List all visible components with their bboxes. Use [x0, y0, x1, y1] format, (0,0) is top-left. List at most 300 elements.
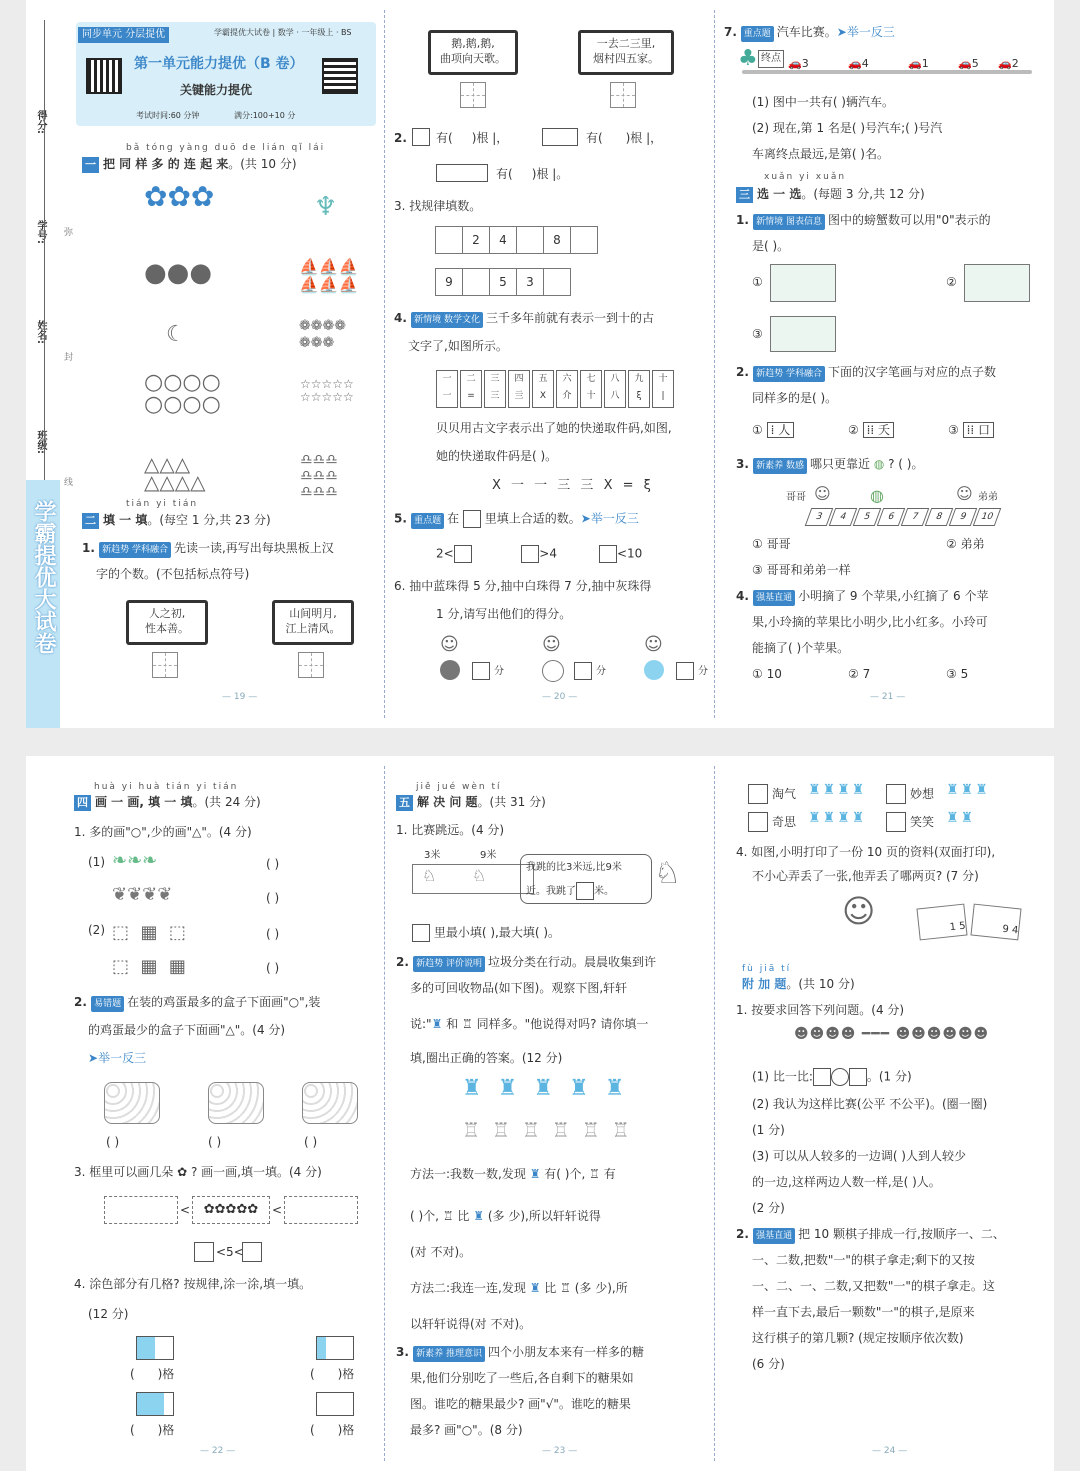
- answer-grid-1[interactable]: [152, 652, 178, 678]
- sec5-pinyin: jiě jué wèn tí: [416, 782, 502, 792]
- page-20: [392, 0, 712, 728]
- page-number: — 22 —: [200, 1446, 236, 1456]
- balloons-icon[interactable]: ○○○○ ○○○○: [144, 370, 221, 417]
- bottle-icon: ♜: [529, 1281, 541, 1295]
- q1-text: 1. 多的画"○",少的画"△"。(4 分): [74, 825, 252, 839]
- q1-part2-label: (2): [88, 923, 105, 937]
- opt-2[interactable]: ②: [946, 275, 957, 289]
- q1-adjust-2: 的一边,这样两边人数一样,是( )人。: [752, 1175, 941, 1189]
- sec4-num: 四: [74, 795, 91, 811]
- q5-line: 5. 重点题 在 里填上合适的数。➤举一反三: [394, 510, 639, 529]
- q3-text: 3. 框里可以画几朵 ✿ ? 画一画,填一填。(4 分): [74, 1165, 322, 1179]
- less-than: <: [272, 1203, 283, 1217]
- q1-text-1: 先读一读,再写出每块黑板上汉: [173, 541, 334, 555]
- q4-line2: (12 分): [88, 1307, 129, 1321]
- numeral-4: 四 亖: [508, 370, 530, 408]
- sequence-row-1: [436, 226, 598, 254]
- milk-icon: ♖: [462, 1017, 473, 1031]
- q4-tag: 新情境 数学文化: [411, 312, 483, 328]
- banana-icon[interactable]: ☾: [166, 322, 186, 347]
- q7-sub3: 车离终点最远,是第( )名。: [752, 147, 889, 161]
- cake-icon: ◍: [873, 457, 885, 471]
- q1-fill: 里最小填( ),最大填( )。: [412, 924, 560, 942]
- compare-circle[interactable]: [831, 1068, 849, 1086]
- q2-part1: [436, 130, 508, 146]
- inequality: <5<: [216, 1245, 244, 1259]
- kid-checkbox-1[interactable]: [748, 784, 768, 804]
- answer-box[interactable]: [521, 545, 539, 563]
- page-number: — 19 —: [222, 692, 258, 702]
- car-5: 🚗5: [958, 57, 979, 70]
- bottle-icon: ♜: [473, 1209, 485, 1223]
- q6-line1: 6. 抽中蓝珠得 5 分,抽中白珠得 7 分,抽中灰珠得: [394, 579, 652, 593]
- egg-box-2: [208, 1082, 264, 1124]
- milk-icon: ♖: [589, 1167, 600, 1181]
- bonus-points: 。(共 10 分): [786, 977, 855, 991]
- ineq-box-2[interactable]: [242, 1242, 262, 1262]
- s4-tag: 强基直通: [753, 590, 795, 606]
- score-box-1[interactable]: [472, 662, 490, 680]
- bonus-q2-tag: 强基直通: [753, 1228, 795, 1244]
- top-spread: [26, 0, 1054, 728]
- sec5-heading: [396, 794, 546, 811]
- s2-opt3[interactable]: ③ ⁞⁞ 口: [948, 422, 994, 438]
- sec1-pinyin: bǎ tóng yàng duō de lián qǐ lái: [126, 143, 326, 153]
- s3-text2: ? ( )。: [888, 457, 924, 471]
- bonus-title: 附 加 题: [742, 977, 787, 991]
- blue-bead-icon: [644, 660, 664, 680]
- bonus-q1: 1. 按要求回答下列问题。(4 分): [736, 1003, 905, 1017]
- car-4: 🚗4: [848, 57, 869, 70]
- number-cell: 4: [829, 508, 858, 526]
- gege-label: 哥哥: [786, 492, 806, 503]
- flower-frame-2[interactable]: [284, 1196, 358, 1224]
- egg-box-3: [302, 1082, 358, 1124]
- q3-line1: 3. 新素养 推理意识 四个小朋友本来有一样多的糖: [396, 1344, 644, 1362]
- q7-sub1: (1) 图中一共有( )辆汽车。: [752, 95, 894, 109]
- sec3-heading: [736, 186, 925, 203]
- ineq-box-1[interactable]: [194, 1242, 214, 1262]
- answer-box[interactable]: [599, 545, 617, 563]
- s2-line1: 2. 新趋势 学科融合 下面的汉字笔画与对应的点子数: [736, 364, 996, 382]
- sec2-points: 。(每空 1 分,共 23 分): [147, 513, 271, 527]
- s4-text-1: 小明摘了 9 个苹果,小红摘了 6 个苹: [798, 589, 989, 603]
- number-cell: 9: [949, 508, 978, 526]
- number-cell: 7: [901, 508, 930, 526]
- s2-line2: 同样多的是( )。: [752, 391, 838, 405]
- speech-line1: 我跳的比3米远,比9米: [526, 862, 622, 873]
- board2-line1: 山间明月,: [289, 607, 337, 620]
- grid-shaded-1: [136, 1336, 174, 1360]
- answer-paren[interactable]: ( ): [266, 857, 280, 871]
- numeral-2: 二 =: [460, 370, 482, 408]
- cell-count-label: ( )格: [310, 1423, 355, 1437]
- s1-line1: 1. 新情境 图表信息 图中的螃蟹数可以用"0"表示的: [736, 212, 991, 230]
- egg-box-1: [104, 1082, 160, 1124]
- younger-brother-icon: ☺: [956, 484, 973, 503]
- answer-paren[interactable]: ( ): [266, 927, 280, 941]
- finish-sign: 终点: [758, 50, 784, 68]
- number-cell: 5: [853, 508, 882, 526]
- s2-opt2[interactable]: ② ⁞⁞ 夭: [848, 422, 894, 438]
- sec1-heading: [82, 156, 297, 173]
- q4-line4: 她的快递取件码是( )。: [436, 449, 558, 463]
- q2-line4: 填,圈出正确的答案。(12 分): [410, 1051, 563, 1065]
- cell[interactable]: [462, 268, 490, 296]
- bonus-q2-pts: (6 分): [752, 1357, 785, 1371]
- exam-score: 满分:100+10 分: [234, 111, 296, 120]
- mark-9m: 9米: [480, 850, 497, 861]
- bonus-q2-line4: 样一直下去,最后一颗数"一"的棋子,是原来: [752, 1305, 975, 1319]
- boy-printer-icon: ☺: [842, 892, 876, 930]
- sec2-pinyin: tián yi tián: [126, 499, 199, 509]
- didi-label: 弟弟: [978, 492, 998, 503]
- car-1: 🚗1: [908, 57, 929, 70]
- qr-code-left[interactable]: [86, 58, 122, 94]
- kid-label-1: 淘气: [772, 787, 797, 801]
- peppers-icon: ❧❧❧: [112, 850, 158, 871]
- answer-paren[interactable]: ( ): [208, 1135, 222, 1149]
- less-than: <: [180, 1203, 191, 1217]
- sec3-title: 选 一 选: [757, 187, 802, 201]
- seal-char-3: 线: [64, 478, 74, 488]
- watermelon-icon[interactable]: △△△ △△△△: [144, 452, 206, 494]
- q1-text: 1. 比赛跳远。(4 分): [396, 823, 505, 837]
- car-3: 🚗3: [788, 57, 809, 70]
- speech-answer-box[interactable]: [576, 882, 594, 900]
- q1-adjust-pts: (2 分): [752, 1201, 785, 1215]
- page-21: [722, 0, 1044, 728]
- gray-bead-icon: [440, 660, 460, 680]
- q2-text-1: 垃圾分类在行动。晨晨收集到许: [487, 955, 656, 969]
- q7-text: 汽车比赛。: [776, 25, 837, 39]
- q5-text: 在: [447, 511, 460, 526]
- s3-text: 哪只更靠近: [809, 457, 870, 471]
- q2-t3: 有(: [586, 131, 603, 145]
- q3-text-1: 四个小朋友本来有一样多的糖: [487, 1345, 644, 1359]
- q2-line1: 2. 新趋势 评价说明 垃圾分类在行动。晨晨收集到许: [396, 954, 656, 972]
- q2-t1: 有(: [436, 131, 453, 145]
- q1-adjust-1: (3) 可以从人较多的一边调( )人到人较少: [752, 1149, 966, 1163]
- page-number: — 24 —: [872, 1446, 908, 1456]
- numeral-8: 八 八: [604, 370, 626, 408]
- q7-sub2: (2) 现在,第 1 名是( )号汽车;( )号汽: [752, 121, 943, 135]
- blackboard-3: [428, 30, 518, 75]
- q5-more-link[interactable]: ➤举一反三: [580, 511, 639, 526]
- stick-box-3: [436, 164, 488, 182]
- bottle-icon: ♜: [529, 1167, 541, 1181]
- q3-line4: 最多? 画"○"。(8 分): [410, 1423, 523, 1437]
- fen-label: 分: [596, 666, 606, 677]
- s4-opt1[interactable]: ① 10: [752, 667, 782, 681]
- kangaroo-icon: ♘: [654, 856, 681, 891]
- score-box-3[interactable]: [676, 662, 694, 680]
- q4-text-1: 三千多年前就有表示一到十的古: [485, 311, 654, 325]
- speech-line2: 近。我跳了 米。: [526, 882, 614, 900]
- q2-number: 2.: [394, 131, 407, 145]
- cell[interactable]: [516, 226, 544, 254]
- s1-line2: 是( )。: [752, 239, 790, 253]
- candies-icon: ♜♜♜♜: [808, 810, 867, 826]
- q3-text: 3. 找规律填数。: [394, 199, 482, 213]
- q4-line1: 4. 涂色部分有几格? 按规律,涂一涂,填一填。: [74, 1277, 312, 1291]
- candies-icon: ♜♜: [946, 810, 976, 826]
- stick-box-1: [412, 128, 430, 146]
- compare-box-2[interactable]: [849, 1068, 867, 1086]
- side-brand-text: 学霸提优大试卷: [31, 500, 56, 654]
- header-series: 学霸提优大试卷 | 数学 · 一年级上 · BS: [214, 28, 352, 37]
- eggplants-icon: ❦❦❦❦: [112, 884, 173, 905]
- grapes-icon[interactable]: ❁❁❁❁ ❁❁❁: [299, 318, 346, 351]
- number-cell: 10: [973, 508, 1002, 526]
- answer-paren[interactable]: ( ): [266, 961, 280, 975]
- numeral-7: 七 十: [580, 370, 602, 408]
- q3-line3: 图。谁吃的糖果最少? 画"√"。谁吃的糖果: [410, 1397, 631, 1411]
- method2-line1: 方法二:我连一连,发现 ♜ 比 ♖ (多 少),所: [410, 1281, 628, 1295]
- cake-icon: ◍: [870, 486, 884, 505]
- child-icon: ☺: [542, 634, 561, 655]
- method1-line1: 方法一:我数一数,发现 ♜ 有( )个, ♖ 有: [410, 1167, 616, 1181]
- cell[interactable]: [570, 226, 598, 254]
- q5-text2: 里填上合适的数。: [484, 511, 581, 526]
- q1-line1: 1. 新趋势 学科融合 先读一读,再写出每块黑板上汉: [82, 540, 334, 558]
- bonus-pinyin: fù jiā tí: [742, 964, 792, 974]
- jellyfish-icon[interactable]: ♆: [314, 192, 338, 222]
- q6-line2: 1 分,请写出他们的得分。: [436, 607, 572, 621]
- sec1-title: 把 同 样 多 的 连 起 来: [103, 157, 229, 171]
- answer-box[interactable]: [412, 924, 430, 942]
- s1-tag: 新情境 图表信息: [753, 214, 825, 230]
- page-num-23: 23: [553, 1446, 566, 1456]
- q2-tag: 新趋势 评价说明: [413, 956, 485, 972]
- cell-count-label: ( )格: [310, 1367, 355, 1381]
- stars-icon[interactable]: ☆☆☆☆☆ ☆☆☆☆☆: [300, 377, 354, 404]
- opt-1[interactable]: ①: [752, 275, 763, 289]
- q4-line1: 4. 新情境 数学文化 三千多年前就有表示一到十的古: [394, 310, 654, 328]
- q1-tag: 新趋势 学科融合: [99, 542, 171, 558]
- cell: 3: [516, 268, 544, 296]
- tug-of-war-icon: ☻☻☻☻ ━━━ ☻☻☻☻☻☻: [794, 1026, 990, 1042]
- s4-opt3[interactable]: ③ 5: [946, 667, 969, 681]
- page-22: [70, 756, 384, 1471]
- paper-sheet-2: 9 4: [970, 904, 1021, 941]
- answer-box[interactable]: [454, 545, 472, 563]
- sec3-pinyin: xuǎn yi xuǎn: [764, 172, 847, 182]
- brother-icon: ☺: [814, 484, 831, 503]
- number-cell: 3: [805, 508, 834, 526]
- flower-frame-1[interactable]: [104, 1196, 178, 1224]
- flowers-icon[interactable]: ✿✿✿: [144, 180, 215, 213]
- kid-label-4: 笑笑: [910, 815, 935, 829]
- flowers-frame: ✿✿✿✿✿: [192, 1196, 270, 1224]
- page-num-24: 24: [883, 1446, 896, 1456]
- sec2-title: 填 一 填: [103, 513, 148, 527]
- bonus-q2-line1: 2. 强基直通 把 10 颗棋子排成一行,按顺序一、二、: [736, 1226, 1005, 1244]
- s2-opt1[interactable]: ① ⁞ 人: [752, 422, 794, 438]
- crab-picture-2: [964, 264, 1030, 302]
- sec4-heading: [74, 794, 261, 811]
- grid-shaded-3: [136, 1392, 174, 1416]
- q3-tag: 新素养 推理意识: [413, 1346, 485, 1362]
- apples-icon[interactable]: ●●●: [144, 258, 213, 288]
- numeral-3: 三 三: [484, 370, 506, 408]
- grid-blank[interactable]: [316, 1392, 354, 1416]
- tree-icon: ♣: [738, 46, 758, 71]
- numeral-9: 九 ξ: [628, 370, 650, 408]
- method1-line3: (对 不对)。: [410, 1245, 472, 1259]
- blackboard-4: [578, 30, 674, 75]
- q2-t6: )根 |。: [531, 167, 569, 181]
- kid-checkbox-3[interactable]: [748, 812, 768, 832]
- board4-line2: 烟村四五家。: [593, 52, 659, 65]
- qr-code-right[interactable]: [322, 58, 358, 94]
- q2-line1: 2. 易错题 在装的鸡蛋最多的盒子下面画"○",装: [74, 994, 320, 1012]
- compare-box-1[interactable]: [813, 1068, 831, 1086]
- sequence-row-2: [436, 268, 571, 296]
- boats-icon[interactable]: ⛵⛵⛵ ⛵⛵⛵: [299, 257, 359, 294]
- s3-opt3[interactable]: ③ 哥哥和弟弟一样: [752, 563, 851, 577]
- board3-line2: 曲项向天歌。: [440, 52, 506, 65]
- cell-count-label: ( )格: [130, 1423, 175, 1437]
- q2-tag: 易错题: [91, 996, 124, 1012]
- bonus-heading: [742, 976, 855, 992]
- fen-label: 分: [494, 666, 504, 677]
- page-24: [722, 756, 1044, 1471]
- score-box-2[interactable]: [574, 662, 592, 680]
- sec5-points: 。(共 31 分): [477, 795, 546, 809]
- cell: 8: [543, 226, 571, 254]
- q2-line2: 多的可回收物品(如下图)。观察下图,轩轩: [410, 981, 628, 995]
- page-number: — 23 —: [542, 1446, 578, 1456]
- divider: [384, 10, 385, 718]
- crab-picture-3: [770, 316, 836, 352]
- bonus-q2-line2: 一、二数,把数"一"的棋子拿走;剩下的又按: [752, 1253, 975, 1267]
- cubes-icon: ⬚ ▦ ⬚ ⬚ ▦ ▦: [112, 922, 186, 977]
- method1-line2: ( )个, ♖ 比 ♜ (多 少),所以轩轩说得: [410, 1209, 601, 1223]
- page-23: [392, 756, 712, 1471]
- white-bead-icon: [542, 660, 564, 682]
- page-number: — 21 —: [870, 692, 906, 702]
- q1-line2: 字的个数。(不包括标点符号): [96, 567, 250, 581]
- fen-label: 分: [698, 666, 708, 677]
- q1-part1-label: (1): [88, 855, 105, 869]
- board4-line1: 一去二三里,: [596, 37, 656, 50]
- opt-3[interactable]: ③: [752, 327, 763, 341]
- candies-icon: ♜♜♜♜: [808, 782, 867, 798]
- q7-number: 7.: [724, 25, 737, 39]
- q2-t5: 有(: [496, 167, 513, 181]
- q2-line3: 说:"♜ 和 ♖ 同样多。"他说得对吗? 请你填一: [410, 1017, 649, 1031]
- page-number: — 20 —: [542, 692, 578, 702]
- q2-t4: )根 |，: [625, 131, 663, 145]
- q7-more-link[interactable]: ➤举一反三: [836, 25, 895, 39]
- cell: 5: [489, 268, 517, 296]
- board1-line2: 性本善。: [145, 622, 189, 635]
- method2-line2: 以轩轩说得(对 不对)。: [410, 1317, 532, 1331]
- q1-fair: (2) 我认为这样比赛(公平 不公平)。(圈一圈): [752, 1097, 988, 1111]
- car-2: 🚗2: [998, 57, 1019, 70]
- header-tag: 同步单元 分层提优: [78, 27, 169, 43]
- cell: 2: [462, 226, 490, 254]
- q1-compare: (1) 比一比: 。(1 分): [752, 1068, 912, 1086]
- bonus-q2-line5: 这行棋子的第几颗? (规定按顺序依次数): [752, 1331, 964, 1345]
- s4-line1: 4. 强基直通 小明摘了 9 个苹果,小红摘了 6 个苹: [736, 588, 988, 606]
- sec1-num: 一: [82, 157, 99, 173]
- q4-line1: 4. 如图,小明打印了一份 10 页的资料(双面打印),: [736, 845, 996, 859]
- numeral-1: 一 一: [436, 370, 458, 408]
- cell-count-label: ( )格: [130, 1367, 175, 1381]
- q5-items: 2< >4 <10: [436, 545, 642, 563]
- s3-line1: 3. 新素养 数感 哪只更靠近 ◍ ? ( )。: [736, 456, 924, 474]
- divider: [714, 10, 715, 718]
- q7-tag: 重点题: [741, 26, 774, 42]
- kangaroo-icon: ♘: [422, 866, 437, 885]
- sec4-points: 。(共 24 分): [192, 795, 261, 809]
- blackboard-2: [272, 600, 354, 645]
- milk-icon: ♖: [442, 1209, 454, 1223]
- divider: [384, 766, 385, 1461]
- q2-more-link[interactable]: ➤举一反三: [88, 1051, 147, 1065]
- sec5-num: 五: [396, 795, 413, 811]
- answer-grid-4[interactable]: [610, 82, 636, 108]
- cell: 9: [435, 268, 463, 296]
- paper-sheet-1: 1 5: [916, 904, 967, 941]
- s4-line3: 能摘了( )个苹果。: [752, 641, 850, 655]
- sec2-heading: [82, 512, 271, 529]
- seal-char-1: 弥: [64, 228, 74, 238]
- answer-paren[interactable]: ( ): [106, 1135, 120, 1149]
- s3-opt1[interactable]: ① 哥哥: [752, 537, 791, 551]
- sec3-points: 。(每题 3 分,共 12 分): [801, 187, 925, 201]
- child-icon: ☺: [644, 634, 663, 655]
- page-title: 第一单元能力提优（B 卷）: [134, 56, 304, 72]
- blackboard-1: [126, 600, 208, 645]
- q5-box: [463, 510, 481, 528]
- board2-line2: 江上清风。: [285, 622, 341, 635]
- cell[interactable]: [435, 226, 463, 254]
- s1-text-1: 图中的螃蟹数可以用"0"表示的: [827, 213, 991, 227]
- answer-grid-3[interactable]: [460, 82, 486, 108]
- numeral-6: 六 介: [556, 370, 578, 408]
- answer-grid-2[interactable]: [298, 652, 324, 678]
- board3-line1: 鹅,鹅,鹅,: [451, 37, 495, 50]
- mark-3m: 3米: [424, 850, 441, 861]
- s4-line2: 果,小玲摘的苹果比小明少,比小红多。小玲可: [752, 615, 988, 629]
- page-subtitle: 关键能力提优: [180, 83, 253, 97]
- numeral-10: 十 |: [652, 370, 674, 408]
- divider: [714, 766, 715, 1461]
- kid-checkbox-4[interactable]: [886, 812, 906, 832]
- s4-opt2[interactable]: ② 7: [848, 667, 871, 681]
- sec3-num: 三: [736, 187, 753, 203]
- milk-icon: ♖: [560, 1281, 571, 1295]
- kid-checkbox-2[interactable]: [886, 784, 906, 804]
- stick-box-2: [542, 128, 578, 146]
- bells-icon[interactable]: ♎♎♎ ♎♎♎ ♎♎♎: [300, 452, 338, 500]
- q2-line2: 的鸡蛋最少的盒子下面画"△"。(4 分): [88, 1023, 286, 1037]
- answer-paren[interactable]: ( ): [266, 891, 280, 905]
- exam-time: 考试时间:60 分钟: [136, 111, 200, 120]
- bottle-icon: ♜: [431, 1017, 443, 1031]
- q3-line2: 果,他们分别吃了一些后,各自剩下的糖果如: [410, 1371, 634, 1385]
- board1-line1: 人之初,: [148, 607, 186, 620]
- page-num-20: 20: [553, 692, 566, 702]
- side-label-class: 班级:: [35, 430, 46, 454]
- cell[interactable]: [543, 268, 571, 296]
- s3-opt2[interactable]: ② 弟弟: [946, 537, 985, 551]
- answer-paren[interactable]: ( ): [304, 1135, 318, 1149]
- q4-line2: 不小心弄丢了一张,他弄丢了哪两页? (7 分): [752, 869, 979, 883]
